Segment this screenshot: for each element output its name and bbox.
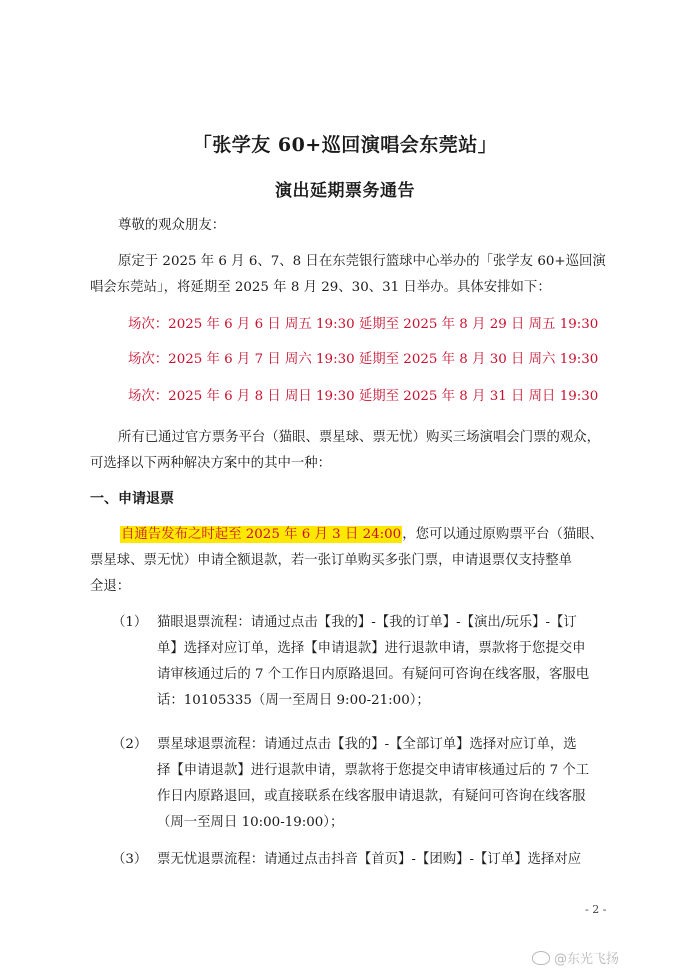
- item-2-number: （2）: [112, 737, 148, 752]
- item-1-line-2: 单】选择对应订单，选择【申请退款】进行退款申请，票款将于您提交申: [157, 641, 586, 656]
- session-2: 场次：2025 年 6 月 7 日 周六 19:30 延期至 2025 年 8 月 30 日 周六 19:30: [128, 352, 599, 367]
- refund-line-1-rest: ，您可以通过原购票平台（猫眼、: [402, 527, 604, 542]
- session-1: 场次：2025 年 6 月 6 日 周五 19:30 延期至 2025 年 8 月 29 日 周五 19:30: [128, 317, 599, 332]
- document-subtitle: 演出延期票务通告: [275, 181, 415, 201]
- intro-line-1: 原定于 2025 年 6 月 6、7、8 日在东莞银行篮球中心举办的「张学友 60+巡回演: [118, 254, 606, 269]
- document-title: 「张学友 60+巡回演唱会东莞站」: [192, 134, 498, 156]
- item-2-line-4: （周一至周日 10:00-19:00）；: [157, 815, 344, 830]
- item-3-number: （3）: [112, 852, 148, 867]
- greeting: 尊敬的观众朋友：: [118, 218, 226, 233]
- section-heading-refund: 一、申请退票: [90, 491, 174, 507]
- page-number: - 2 -: [585, 903, 607, 916]
- refund-deadline-line: [120, 522, 603, 548]
- watermark: [532, 948, 619, 967]
- item-1-number: （1）: [112, 615, 148, 630]
- item-3-line-1: 票无忧退票流程：请通过点击抖音【首页】-【团购】-【订单】选择对应: [157, 852, 582, 867]
- deadline-highlight: 自通告发布之时起至 2025 年 6 月 3 日 24:00: [121, 527, 402, 542]
- weibo-logo-icon: [532, 951, 550, 965]
- platform-note-line-2: 可选择以下两种解决方案中的其中一种：: [90, 456, 332, 471]
- item-2-line-1: 票星球退票流程：请通过点击【我的】-【全部订单】选择对应订单，选: [157, 737, 577, 752]
- watermark-text: @东光飞扬: [554, 952, 620, 967]
- item-2-line-2: 择【申请退款】进行退款申请，票款将于您提交申请审核通过后的 7 个工: [157, 763, 590, 778]
- refund-line-3: 全退：: [90, 579, 131, 594]
- platform-note-line-1: 所有已通过官方票务平台（猫眼、票星球、票无忧）购买三场演唱会门票的观众，: [118, 430, 601, 445]
- item-1-line-3: 请审核通过后的 7 个工作日内原路退回。有疑问可咨询在线客服，客服电: [157, 667, 590, 682]
- refund-line-2: 票星球、票无忧）申请全额退款，若一张订单购买多张门票，申请退票仅支持整单: [90, 553, 573, 568]
- item-2-line-3: 作日内原路退回，或直接联系在线客服申请退款，有疑问可咨询在线客服: [157, 789, 586, 804]
- item-1-line-1: 猫眼退票流程：请通过点击【我的】-【我的订单】-【演出/玩乐】-【订: [157, 615, 577, 630]
- item-1-line-4: 话：10105335（周一至周日 9:00-21:00）；: [157, 693, 430, 708]
- session-3: 场次：2025 年 6 月 8 日 周日 19:30 延期至 2025 年 8 月 31 日 周日 19:30: [128, 389, 599, 404]
- intro-line-2: 唱会东莞站」，将延期至 2025 年 8 月 29、30、31 日举办。具体安排如下：: [90, 280, 551, 295]
